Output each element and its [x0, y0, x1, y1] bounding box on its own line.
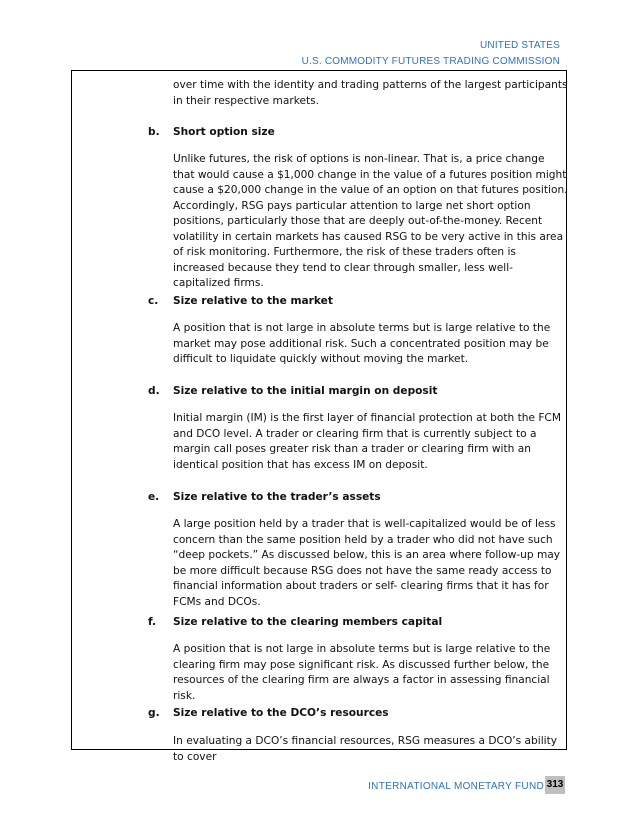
section-c-paragraph: A position that is not large in absolute terms but is large relative to the market may pose additional risk. Such a concentrated position may be difficult to liquidate quickly without moving the market.	[173, 322, 551, 365]
footer-organization: INTERNATIONAL MONETARY FUND	[368, 781, 544, 792]
intro-paragraph: over time with the identity and trading patterns of the largest participants in their respective markets.	[173, 79, 568, 107]
section-c-heading: Size relative to the market	[173, 295, 333, 307]
section-g-letter: g.	[148, 707, 160, 719]
section-c-letter: c.	[148, 295, 159, 307]
section-b-paragraph: Unlike futures, the risk of options is non-linear. That is, a price change that would cause a $1,000 change in the value of a futures position might cause a $20,000 change in the value of an option on that futures position. Accordingly, RSG pays particular attention to large net short option positions, particularly those that are deeply out-of-the-money. Recent volatility in certain markets has caused RSG to be very active in this area of risk monitoring. Furthermore, the risk of these traders often is increased because they tend to clear through smaller, less well-capitalized firms.	[173, 153, 568, 289]
section-g-paragraph: In evaluating a DCO’s financial resources, RSG measures a DCO’s ability to cover	[173, 735, 558, 763]
section-b-letter: b.	[148, 126, 160, 138]
header-country: UNITED STATES	[479, 40, 560, 51]
section-e-paragraph: A large position held by a trader that is well-capitalized would be of less concern than the same position held by a trader who did not have such “deep pockets.” As discussed below, this is an area where follow-up may be more difficult because RSG does not have the same ready access to financial information about traders or self- clearing firms that it has for FCMs and DCOs.	[173, 518, 561, 608]
section-d-letter: d.	[148, 385, 160, 397]
section-f-paragraph: A position that is not large in absolute terms but is large relative to the clearing firm may pose significant risk. As discussed further below, the resources of the clearing firm are always a factor in assessing financial risk.	[173, 643, 551, 702]
page-number: 313	[545, 776, 565, 794]
section-g-heading: Size relative to the DCO’s resources	[173, 707, 389, 719]
section-d-paragraph: Initial margin (IM) is the first layer of financial protection at both the FCM and DCO level. A trader or clearing firm that is currently subject to a margin call poses greater risk than a trader or clearing firm with an identical position that has excess IM on deposit.	[173, 412, 561, 471]
section-e-letter: e.	[148, 491, 160, 503]
section-f-heading: Size relative to the clearing members capital	[173, 616, 443, 628]
section-d-heading: Size relative to the initial margin on deposit	[173, 385, 438, 397]
section-b-heading: Short option size	[173, 126, 275, 138]
section-f-letter: f.	[148, 616, 157, 628]
section-e-heading: Size relative to the trader’s assets	[173, 491, 381, 503]
header-agency: U.S. COMMODITY FUTURES TRADING COMMISSION	[301, 56, 560, 67]
